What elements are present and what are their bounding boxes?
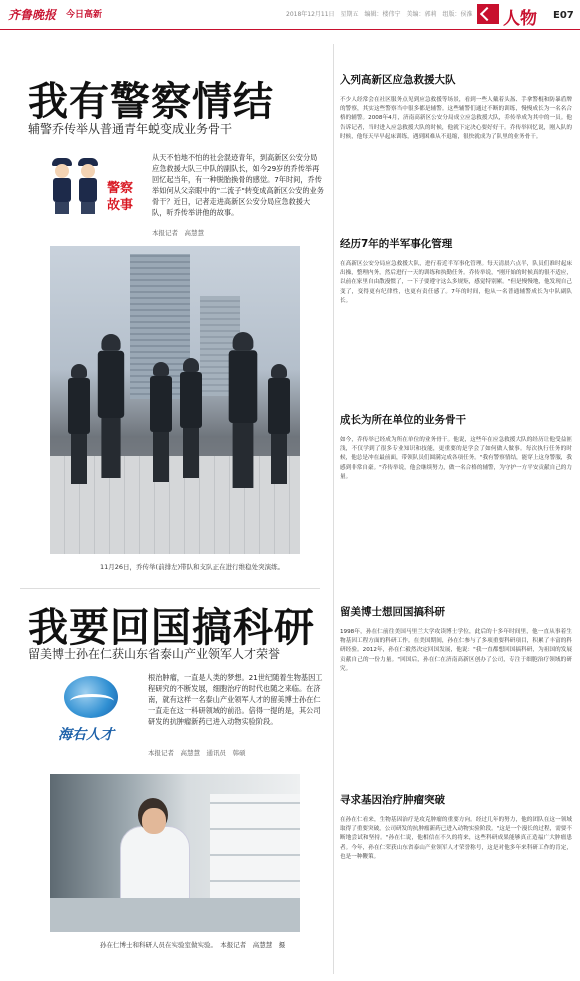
- story2-lead: 根治肿瘤，一直是人类的梦想。21世纪随着生物基因工程研究的不断发展，细胞治疗的时代也随之来临。在济南，就有这样一名泰山产业领军人才的留美博士孙在仁一直走在这一科研领域的前沿。倍得一提的是，其公司研发的抗肿瘤新药已进入动物实验阶段。: [148, 673, 323, 726]
- page-number: E07: [553, 10, 574, 21]
- police-figure-icon: [50, 158, 74, 216]
- story2-byline: 本报记者 高慧慧 通讯员 韩硕: [148, 749, 246, 757]
- story1-photo[interactable]: [50, 246, 300, 554]
- cartoon-tag: 警察故事: [106, 181, 133, 213]
- masthead-logo: 齐鲁晚报: [8, 8, 57, 22]
- section-text-4: 1998年，孙在仁前往美国马里兰大学攻读博士学位，此后的十多年时间里，他一直从事着生物基因工程方面的科研工作。在美国期间，孙在仁参与了多项重要科研项目，积累了丰富的科研经验。2012年，孙在仁毅然决定回国发展，他说："我一直都想回国搞科研，为祖国的发展贡献自己的一份力量。"回国后，孙在仁在济南高新区创办了公司，专注于细胞治疗领域的研究。: [340, 629, 572, 672]
- officer-figure: [68, 364, 90, 484]
- section-text-3: 如今，乔传举已经成为所在单位的业务骨干。他说，这些年在应急救援大队的经历让他受益匪浅，不仅学到了很多专业知识和技能，更重要的是学会了如何做人做事。每次执行任务的时候，他总是冲在最前面，带领队员们圆满完成各项任务。"我有警察情结，能穿上这身警服，我感到非常自豪。"乔传举说，他会继续努力，做一名合格的辅警，为守护一方平安贡献自己的力量。: [340, 437, 572, 480]
- talent-logo: [58, 672, 138, 750]
- story1-photo-caption: 11月26日，乔传举(前排左)带队和支队正在进行维稳处突演练。: [100, 563, 285, 571]
- story-divider: [20, 588, 320, 589]
- section-heading-4: 留美博士想回国搞科研: [340, 606, 445, 618]
- masthead-subtitle: 今日高新: [66, 10, 103, 20]
- story1-byline: 本报记者 高慧慧: [152, 229, 204, 237]
- page-header: [0, 0, 580, 30]
- story2-photo[interactable]: [50, 774, 300, 932]
- section-text-2: 在高新区公安分局应急救援大队，进行着近半军事化管理。每天清晨六点半，队员们准时起床出操，整理内务，然后进行一天的训练和执勤任务。乔传举说，"刚开始的时候真的很不适应，以前在家里自由散漫惯了，一下子要遵守这么多规矩，感觉特别累。"但是慢慢地，他发现自己变了，变得更有纪律性，也更有责任感了。7年的时间，他从一名普通辅警成长为中队副队长。: [340, 261, 572, 304]
- logo-text: 海右人才: [58, 727, 114, 743]
- officer-figure: [229, 332, 258, 488]
- story2-subtitle: 留美博士孙在仁获山东省泰山产业领军人才荣誉: [28, 647, 281, 661]
- story2-photo-caption: 孙在仁博士和科研人员在实验室做实验。 本报记者 高慧慧 摄: [100, 941, 286, 949]
- officer-figure: [268, 364, 290, 484]
- story1-lead: 从天不怕地不怕的社会混迹青年，到高新区公安分局应急救援大队三中队的副队长，如今29岁的乔传举再回忆起当年，有一种脱胎换骨的感觉。7年时间，乔传举如何从父亲眼中的"二流子"转变成高新区公安的业务骨干？近日，记者走进高新区公安分局应急救援大队，听乔传举讲他的故事。: [152, 153, 324, 217]
- officer-figure: [150, 362, 172, 482]
- section-name: 人物: [503, 9, 537, 29]
- police-figure-icon: [76, 158, 100, 216]
- police-cartoon: [46, 152, 142, 222]
- section-heading-1: 入列高新区应急救援大队: [340, 74, 456, 86]
- section-heading-5: 寻求基因治疗肿瘤突破: [340, 794, 445, 806]
- section-text-1: 不少人经常会在社区服务点见到应急救援等场景，看到一些人戴着头盔、手拿警棍和防暴盾牌的警察，其实这些警察当中很多都是辅警。这些辅警们通过不断的训练，慢慢成长为一名名合格的辅警。2008年4月，济南高新区公安分局成立应急救援大队，乔传举成为其中的一员。他告诉记者，当时进入应急救援大队的时候，他就下定决心要好好干。乔传举回忆说，刚入队的时候，他每天早早起床训练，遇到困难从不退缩，很快就成为了队里的业务骨干。: [340, 97, 572, 140]
- officer-figure: [180, 358, 202, 478]
- story2-title[interactable]: 我要回国搞科研: [28, 605, 315, 651]
- officer-figure: [98, 334, 124, 478]
- column-divider: [333, 44, 334, 974]
- dateline: 2018年12月11日 星期五 编辑：楼伟宁 美编：郭莉 组版：侯淮: [286, 11, 473, 18]
- section-text-5: 在孙在仁看来，生物基因治疗是攻克肿瘤的重要方向。经过几年的努力，他的团队在这一领域取得了重要突破，公司研发的抗肿瘤新药已进入动物实验阶段。"这是一个漫长的过程，需要不断地尝试和坚持。"孙在仁说，他相信在不久的将来，这些科研成果能够真正造福广大肿瘤患者。今年，孙在仁荣获山东省泰山产业领军人才荣誉称号，这是对他多年来科研工作的肯定，也是一种鞭策。: [340, 817, 572, 860]
- section-heading-3: 成长为所在单位的业务骨干: [340, 414, 466, 426]
- section-arrow-icon: [477, 4, 499, 24]
- story1-subtitle: 辅警乔传举从普通青年蜕变成业务骨干: [28, 122, 233, 136]
- story1-title[interactable]: 我有警察情结: [28, 79, 274, 125]
- section-heading-2: 经历7年的半军事化管理: [340, 238, 453, 250]
